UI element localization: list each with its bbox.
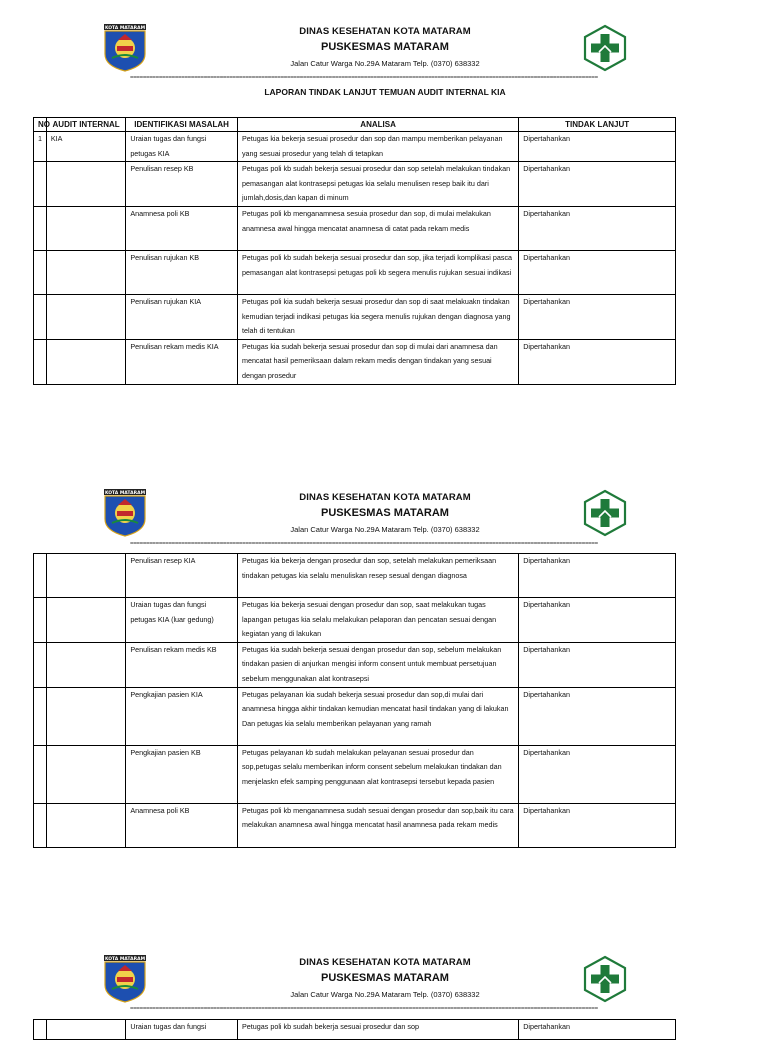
cell-analisa: Petugas kia bekerja sesuai prosedur dan sop dan mampu memberikan pelayanan yang sesuai prosedur yang telah di tetapkan <box>237 132 518 162</box>
cell-analisa: Petugas poli kb sudah bekerja sesuai prosedur dan sop <box>237 1020 518 1040</box>
puskesmas-name: PUSKESMAS MATARAM <box>321 507 449 519</box>
cell-no <box>34 642 47 687</box>
cell-masalah: Penulisan resep KIA <box>126 554 238 598</box>
puskesmas-name: PUSKESMAS MATARAM <box>321 41 449 53</box>
table-row <box>34 250 676 294</box>
cell-audit: KIA <box>46 132 125 162</box>
table-row <box>34 132 676 162</box>
table-row <box>34 554 676 598</box>
cell-tindak: Dipertahankan <box>519 554 676 598</box>
cell-no <box>34 162 47 207</box>
audit-table-page-1 <box>33 117 676 385</box>
audit-table-page-3 <box>33 1019 676 1040</box>
cell-analisa: Petugas kia sudah bekerja sesuai prosedur dan sop di mulai dari anamnesa dan mencatat hasil pemeriksaan dalam rekam medis dengan tindakan yang sesuai dengan prosedur <box>237 339 518 384</box>
table-row <box>34 803 676 847</box>
letterhead <box>180 492 590 534</box>
table-row <box>34 339 676 384</box>
report-title: LAPORAN TINDAK LANJUT TEMUAN AUDIT INTERNAL KIA <box>264 87 506 97</box>
cell-analisa: Petugas poli kb menganamnesa sesuia prosedur dan sop, di mulai melakukan anamnesa awal hingga mencatat anamnesa di catat pada rekam medis <box>237 206 518 250</box>
letterhead <box>180 26 590 68</box>
agency-name: DINAS KESEHATAN KOTA MATARAM <box>299 492 471 503</box>
cell-no <box>34 554 47 598</box>
cell-masalah: Penulisan rekam medis KB <box>126 642 238 687</box>
cell-audit <box>46 642 125 687</box>
table-row <box>34 1020 676 1040</box>
cell-masalah: Anamnesa poli KB <box>126 803 238 847</box>
cell-tindak: Dipertahankan <box>519 250 676 294</box>
cell-no <box>34 598 47 643</box>
cell-audit <box>46 250 125 294</box>
health-cross-logo-icon <box>582 956 628 1002</box>
cell-audit <box>46 206 125 250</box>
cell-analisa: Petugas kia sudah bekerja sesuai dengan prosedur dan sop, sebelum melakukan tindakan pasien di anjurkan mengisi inform consent untuk membuat persetujuan sebelum menggunakan alat kontrasepsi <box>237 642 518 687</box>
cell-masalah: Uraian tugas dan fungsi petugas KIA <box>126 132 238 162</box>
svg-text:KOTA MATARAM: KOTA MATARAM <box>104 957 146 962</box>
col-audit-internal: AUDIT INTERNAL <box>46 118 125 132</box>
city-emblem-icon <box>104 24 146 72</box>
cell-no <box>34 1020 47 1040</box>
cell-tindak: Dipertahankan <box>519 687 676 745</box>
cell-tindak: Dipertahankan <box>519 1020 676 1040</box>
cell-analisa: Petugas kia bekerja dengan prosedur dan sop, setelah melakukan pemeriksaan tindakan petugas kia selalu menuliskan resep sesual dengan diagnosa <box>237 554 518 598</box>
cell-tindak: Dipertahankan <box>519 803 676 847</box>
table-header-row <box>34 118 676 132</box>
col-no: NO <box>34 118 47 132</box>
puskesmas-name: PUSKESMAS MATARAM <box>321 972 449 984</box>
cell-tindak: Dipertahankan <box>519 339 676 384</box>
cell-masalah: Uraian tugas dan fungsi petugas KIA (luar gedung) <box>126 598 238 643</box>
cell-tindak: Dipertahankan <box>519 642 676 687</box>
cell-masalah: Uraian tugas dan fungsi <box>126 1020 238 1040</box>
cell-tindak: Dipertahankan <box>519 162 676 207</box>
cell-audit <box>46 1020 125 1040</box>
col-analisa: ANALISA <box>237 118 518 132</box>
cell-audit <box>46 803 125 847</box>
cell-no <box>34 745 47 803</box>
col-identifikasi-masalah: IDENTIFIKASI MASALAH <box>126 118 238 132</box>
cell-analisa: Petugas kia bekerja sesuai dengan prosedur dan sop, saat melakukan tugas lapangan petugas kia selalu melakukan pelaporan dan pencatan sesuai dengan kegiatan yang di lakukan <box>237 598 518 643</box>
cell-masalah: Penulisan rujukan KIA <box>126 294 238 339</box>
col-tindak-lanjut: TINDAK LANJUT <box>519 118 676 132</box>
cell-analisa: Petugas poli kia sudah bekerja sesuai prosedur dan sop di saat melakuakn tindakan kemudian terjadi indikasi petugas kia segera menulis rujukan dengan diagnosa yang telah di tentukan <box>237 294 518 339</box>
letterhead <box>180 957 590 999</box>
cell-audit <box>46 745 125 803</box>
health-cross-logo-icon <box>582 490 628 536</box>
cell-no <box>34 803 47 847</box>
cell-tindak: Dipertahankan <box>519 294 676 339</box>
address: Jalan Catur Warga No.29A Mataram Telp. (0370) 638332 <box>290 59 480 68</box>
cell-audit <box>46 554 125 598</box>
city-emblem-icon <box>104 489 146 537</box>
cell-audit <box>46 294 125 339</box>
cell-tindak: Dipertahankan <box>519 206 676 250</box>
table-row <box>34 206 676 250</box>
svg-text:KOTA MATARAM: KOTA MATARAM <box>104 26 146 31</box>
cell-audit <box>46 162 125 207</box>
cell-analisa: Petugas poli kb sudah bekerja sesuai prosedur dan sop, jika terjadi komplikasi pasca pemasangan alat kontrasepsi petugas poli kb segera menulis rujukan sesuai indikasi <box>237 250 518 294</box>
cell-masalah: Penulisan resep KB <box>126 162 238 207</box>
cell-no <box>34 687 47 745</box>
cell-tindak: Dipertahankan <box>519 598 676 643</box>
cell-masalah: Pengkajian pasien KB <box>126 745 238 803</box>
table-row <box>34 687 676 745</box>
address: Jalan Catur Warga No.29A Mataram Telp. (0370) 638332 <box>290 990 480 999</box>
table-row <box>34 642 676 687</box>
cell-audit <box>46 687 125 745</box>
cell-analisa: Petugas pelayanan kb sudah melakukan pelayanan sesuai prosedur dan sop,petugas selalu memberikan inform consent sebelum melakukan tindakan dan menjelaskn efek samping penggunaan alat kontrasepsi tersebut kepada pasien <box>237 745 518 803</box>
cell-audit <box>46 339 125 384</box>
cell-masalah: Penulisan rekam medis KIA <box>126 339 238 384</box>
cell-no: 1 <box>34 132 47 162</box>
agency-name: DINAS KESEHATAN KOTA MATARAM <box>299 957 471 968</box>
cell-no <box>34 339 47 384</box>
header-divider: ================================================================================================================================================== <box>130 75 598 81</box>
city-emblem-icon <box>104 955 146 1003</box>
audit-table-page-2 <box>33 553 676 848</box>
table-row <box>34 162 676 207</box>
cell-masalah: Pengkajian pasien KIA <box>126 687 238 745</box>
table-row <box>34 598 676 643</box>
table-row <box>34 294 676 339</box>
agency-name: DINAS KESEHATAN KOTA MATARAM <box>299 26 471 37</box>
cell-analisa: Petugas poli kb menganamnesa sudah sesuai dengan prosedur dan sop,baik itu cara melakukan anamnesa awal hingga mencatat hasil anamnesa pada rekam medis <box>237 803 518 847</box>
cell-no <box>34 250 47 294</box>
health-cross-logo-icon <box>582 25 628 71</box>
header-divider: ================================================================================================================================================== <box>130 1006 598 1012</box>
svg-text:KOTA MATARAM: KOTA MATARAM <box>104 491 146 496</box>
cell-no <box>34 294 47 339</box>
cell-analisa: Petugas poli kb sudah bekerja sesuai prosedur dan sop setelah melakukan tindakan pemasangan alat kontrasepsi petugas kia selalu menulisen resep baik itu dari jumlah,dosis,dan kapan di minum <box>237 162 518 207</box>
cell-audit <box>46 598 125 643</box>
cell-masalah: Anamnesa poli KB <box>126 206 238 250</box>
cell-tindak: Dipertahankan <box>519 132 676 162</box>
table-row <box>34 745 676 803</box>
address: Jalan Catur Warga No.29A Mataram Telp. (0370) 638332 <box>290 525 480 534</box>
cell-analisa: Petugas pelayanan kia sudah bekerja sesuai prosedur dan sop,di mulai dari anamnesa hingga akhir tindakan kemudian mencatat hasil tindakan yang di lakukan Dan petugas kia selalu memberikan pelayanan yang ramah <box>237 687 518 745</box>
cell-no <box>34 206 47 250</box>
header-divider: ================================================================================================================================================== <box>130 541 598 547</box>
cell-tindak: Dipertahankan <box>519 745 676 803</box>
cell-masalah: Penulisan rujukan KB <box>126 250 238 294</box>
